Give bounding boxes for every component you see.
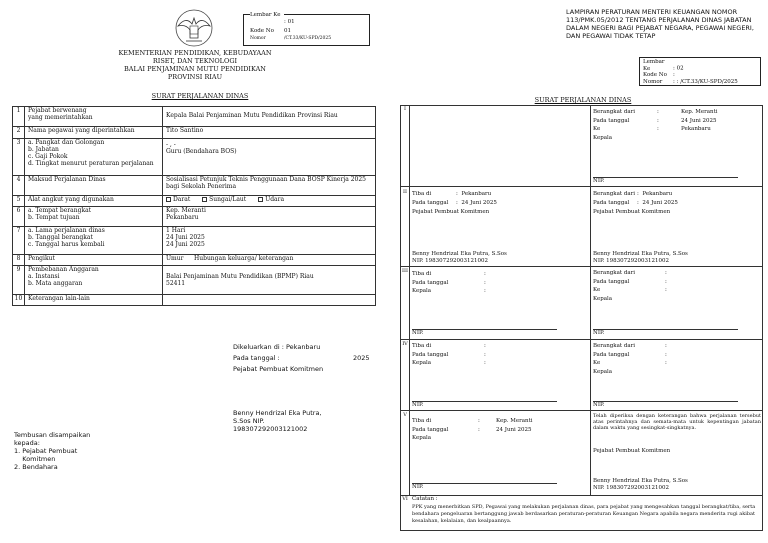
field-label: Pada tanggal <box>412 279 449 286</box>
kode-no-label: Kode No <box>250 27 274 34</box>
signer-name: Benny Hendrizal Eka Putra, S.Sos <box>412 251 507 257</box>
section-2-signer-right <box>593 251 761 264</box>
row-value: - , - Guru (Bendahara BOS) <box>163 139 376 176</box>
table-row <box>13 227 376 255</box>
row-number: 4 <box>13 176 25 196</box>
cc-item: 1. Pejabat Pembuat Komitmen <box>14 447 78 463</box>
ministry-line: PROVINSI RIAU <box>167 73 223 81</box>
signer-nip: 198307292003121002 <box>233 425 308 433</box>
row-value: 1 Hari 24 Juni 2025 24 Juni 2025 <box>163 227 376 255</box>
field-value: Kep. Meranti <box>681 109 718 115</box>
row-value <box>163 295 376 306</box>
document-title-right: SURAT PERJALANAN DINAS <box>534 96 632 104</box>
field-label: Pada tanggal <box>593 351 630 358</box>
row-label: Pejabat berwenang yang memerintahkan <box>25 107 163 127</box>
lembar-ke-label: Lembar Ke <box>643 59 665 72</box>
signer-nip: NIP. 198307292003121002 <box>412 257 489 264</box>
field-label: Ke <box>593 360 601 366</box>
field-value: 24 Juni 2025 <box>681 117 717 124</box>
row-label: Pembebanan Anggaran a. Instansi b. Mata anggaran <box>25 266 163 295</box>
kode-no-label: Kode No <box>643 72 667 78</box>
lampiran-heading: LAMPIRAN PERATURAN MENTERI KEUANGAN NOMOR 113/PMK.05/2012 TENTANG PERJALANAN DINAS JABATAN DALAM NEGERI BAGI PEJABAT NEGARA, PEGAWAI NEGERI, DAN PEGAWAI TIDAK TETAP <box>566 8 754 40</box>
field-label: Tiba di <box>412 191 432 197</box>
kode-no-value: : <box>673 72 675 78</box>
row-value: Sosialisasi Petunjuk Teknis Penggunaan Dana BOSP Kinerja 2025 bagi Sekolah Penerima <box>163 176 376 196</box>
field-value: Kep. Meranti <box>496 418 533 424</box>
nip-line: NIP. <box>593 329 738 337</box>
row-number: 2 <box>13 127 25 139</box>
field-value: 24 Juni 2025 <box>496 426 532 433</box>
field-value: 24 Juni 2025 <box>461 199 497 206</box>
field-label: Berangkat dari <box>593 109 636 115</box>
official-title: Pejabat Pembuat Komitmen <box>593 209 671 215</box>
field-label: Berangkat dari <box>593 270 636 276</box>
lembar-ke-value: : 01 <box>284 19 295 25</box>
row-number: 7 <box>13 227 25 255</box>
official-title: Pejabat Pembuat Komitmen <box>412 209 490 215</box>
table-row <box>13 139 376 176</box>
issuing-official: Pejabat Pembuat Komitmen <box>233 365 324 373</box>
pengikut-hubungan: Hubungan keluarga/ keterangan <box>194 255 294 262</box>
field-label: Kepala <box>593 368 613 375</box>
cc-item: 2. Bendahara <box>14 463 58 471</box>
section-number: IV <box>402 341 408 347</box>
sppd-visa-table <box>400 105 763 531</box>
row-value: Kep. Meranti Pekanbaru <box>163 207 376 227</box>
field-label: Ke <box>593 287 601 293</box>
table-row <box>13 196 376 207</box>
ministry-header <box>96 49 294 81</box>
section-5-arrival: Tiba di : Kep. Meranti Pada tanggal : 24 Juni 2025 Kepala <box>412 418 588 442</box>
field-label: Pada tanggal <box>593 199 630 206</box>
ministry-line: BALAI PENJAMINAN MUTU PENDIDIKAN <box>124 65 266 73</box>
ministry-line: RISET, DAN TEKNOLOGI <box>152 57 238 65</box>
carbon-copy <box>14 431 134 471</box>
row-number: 6 <box>13 207 25 227</box>
section-number: III <box>402 268 408 274</box>
verification-official: Pejabat Pembuat Komitmen <box>593 448 671 454</box>
section-3-departure: Berangkat dari : Pada tanggal : Ke : Kepala <box>593 270 761 302</box>
lembar-ke-label: Lembar Ke <box>250 12 281 18</box>
field-value: 24 Juni 2025 <box>642 199 678 206</box>
checkbox-udara[interactable] <box>258 197 263 202</box>
sheet-info-box-left <box>243 14 370 46</box>
row-number: 9 <box>13 266 25 295</box>
kode-no-value: 01 <box>284 27 291 34</box>
signer-nip: NIP. 198307292003121002 <box>593 257 670 264</box>
field-label: Kepala <box>593 295 613 302</box>
signer-block-left <box>233 409 393 433</box>
field-value: Pekanbaru <box>681 126 711 132</box>
issued-date-label: Pada tanggal : <box>233 354 280 362</box>
row-label: Keterangan lain-lain <box>25 295 163 306</box>
section-number: I <box>404 106 406 112</box>
signer-suffix: S.Sos NIP. <box>233 417 265 425</box>
issued-at: Dikeluarkan di : Pekanbaru <box>233 343 321 351</box>
nomor-label: Nomor <box>643 78 663 85</box>
section-number: II <box>403 189 407 195</box>
row-label: Pengikut <box>25 255 163 266</box>
section-2-departure: Berangkat dari : Pekanbaru Pada tanggal : 24 Juni 2025 Pejabat Pembuat Komitmen <box>593 191 761 216</box>
nip-line: NIP. <box>593 401 738 409</box>
signer-name: Benny Hendrizal Eka Putra, S.Sos <box>593 478 688 484</box>
table-row <box>13 176 376 196</box>
table-row <box>13 295 376 306</box>
row-label: a. Tempat berangkat b. Tempat tujuan <box>25 207 163 227</box>
issued-date-year: 2025 <box>353 354 370 362</box>
checkbox-darat[interactable] <box>166 197 171 202</box>
section-number: V <box>403 412 407 418</box>
row-number: 3 <box>13 139 25 176</box>
row-label: a. Lama perjalanan dinas b. Tanggal berangkat c. Tanggal harus kembali <box>25 227 163 255</box>
section-4-departure: Berangkat dari : Pada tanggal : Ke : Kepala <box>593 343 761 375</box>
transport-options <box>163 196 376 207</box>
section-1-departure: Berangkat dari : Kep. Meranti Pada tanggal : 24 Juni 2025 Ke : Pekanbaru Kepala <box>593 109 761 141</box>
verification-signer <box>593 478 761 491</box>
field-value: Pekanbaru <box>461 191 492 197</box>
nip-line: NIP. <box>412 401 557 409</box>
nomor-label: Nomor <box>250 36 266 41</box>
table-row <box>13 127 376 139</box>
sppd-main-table <box>12 106 376 306</box>
field-label: Tiba di <box>412 418 432 424</box>
nip-line: NIP. <box>412 483 557 491</box>
row-value: Balai Penjaminan Mutu Pendidikan (BPMP) Riau 52411 <box>163 266 376 295</box>
section-2-arrival: Tiba di : Pekanbaru Pada tanggal : 24 Juni 2025 Pejabat Pembuat Komitmen <box>412 191 588 216</box>
sheet-info-box-right <box>639 57 761 86</box>
table-row <box>13 207 376 227</box>
row-value <box>163 255 376 266</box>
row-number: 1 <box>13 107 25 127</box>
section-3-arrival: Tiba di : Pada tanggal : Kepala : <box>412 271 486 294</box>
field-label: Kepala <box>412 288 432 294</box>
notes-section <box>412 496 760 525</box>
row-number: 8 <box>13 255 25 266</box>
row-number: 10 <box>13 295 25 306</box>
field-label: Pada tanggal <box>593 117 630 124</box>
field-label: Pada tanggal <box>593 278 630 285</box>
option-label: Darat <box>173 196 191 203</box>
pengikut-umur: Umur <box>166 255 184 262</box>
section-number: VI <box>402 496 408 502</box>
section-4-arrival: Tiba di : Pada tanggal : Kepala : <box>412 343 486 366</box>
field-label: Tiba di <box>412 343 432 349</box>
section-2-signer <box>412 251 588 264</box>
field-label: Ke <box>593 126 601 132</box>
field-label: Berangkat dari <box>593 191 636 197</box>
notes-label: Catatan : <box>412 496 438 502</box>
option-label: Udara <box>265 196 285 203</box>
field-label: Kepala <box>412 360 432 366</box>
notes-text: PPK yang menerbitkan SPD, Pegawai yang melakukan perjalanan dinas, para pejabat yang mengesahkan tanggal berangkat/tiba, serta bendahara pengeluaran bertanggung jawab berdasarkan peraturan-peraturan Keuangan Negara apabila negara menderita rugi akibat kesalahan, kelalaian, dan kealpaannya. <box>412 503 756 524</box>
field-label: Berangkat dari <box>593 343 636 349</box>
table-row <box>13 266 376 295</box>
issued-block <box>233 343 393 373</box>
row-value: Kepala Balai Penjaminan Mutu Pendidikan Provinsi Riau <box>163 107 376 127</box>
garuda-logo <box>172 8 216 48</box>
signer-name: Benny Hendrizal Eka Putra, <box>233 409 322 417</box>
row-value: Tito Santino <box>163 127 376 139</box>
cc-title: Tembusan disampaikan kepada: <box>14 431 91 447</box>
table-row <box>13 107 376 127</box>
lembar-ke-value: : 02 <box>673 65 684 72</box>
field-label: Kepala <box>412 435 432 441</box>
field-label: Pada tanggal <box>412 351 449 358</box>
row-number: 5 <box>13 196 25 207</box>
field-label: Tiba di <box>412 271 432 277</box>
field-value: Pekanbaru <box>642 191 673 197</box>
row-label: Alat angkut yang digunakan <box>25 196 163 207</box>
ministry-line: KEMENTERIAN PENDIDIKAN, KEBUDAYAAN <box>118 49 272 57</box>
nomor-value: /CT.33/KU-SPD/2025 <box>284 36 332 41</box>
field-label: Pada tanggal <box>412 199 449 206</box>
row-label: Nama pegawai yang diperintahkan <box>25 127 163 139</box>
nip-line: NIP. <box>593 177 738 185</box>
signer-nip: NIP. 198307292003121002 <box>593 484 670 491</box>
verification-statement: Telah diperiksa dengan keterangan bahwa perjalanan tersebut atas perintahnya dan semata-mata untuk kepentingan jabatan dalam waktu yang sesingkat-singkatnya. <box>593 413 761 431</box>
table-row <box>13 255 376 266</box>
option-label: Sungai/Laut <box>209 196 247 203</box>
signer-name: Benny Hendrizal Eka Putra, S.Sos <box>593 251 688 257</box>
field-label: Kepala <box>593 134 613 141</box>
field-label: Pada tanggal <box>412 426 449 433</box>
nomor-value: : : /CT.33/KU-SPD/2025 <box>673 78 738 85</box>
document-title-left: SURAT PERJALANAN DINAS <box>151 92 249 100</box>
nip-line: NIP. <box>412 329 557 337</box>
checkbox-sungai-laut[interactable] <box>202 197 207 202</box>
row-label: a. Pangkat dan Golongan b. Jabatan c. Gaji Pokok d. Tingkat menurut peraturan perjalanan <box>25 139 163 176</box>
row-label: Maksud Perjalanan Dinas <box>25 176 163 196</box>
